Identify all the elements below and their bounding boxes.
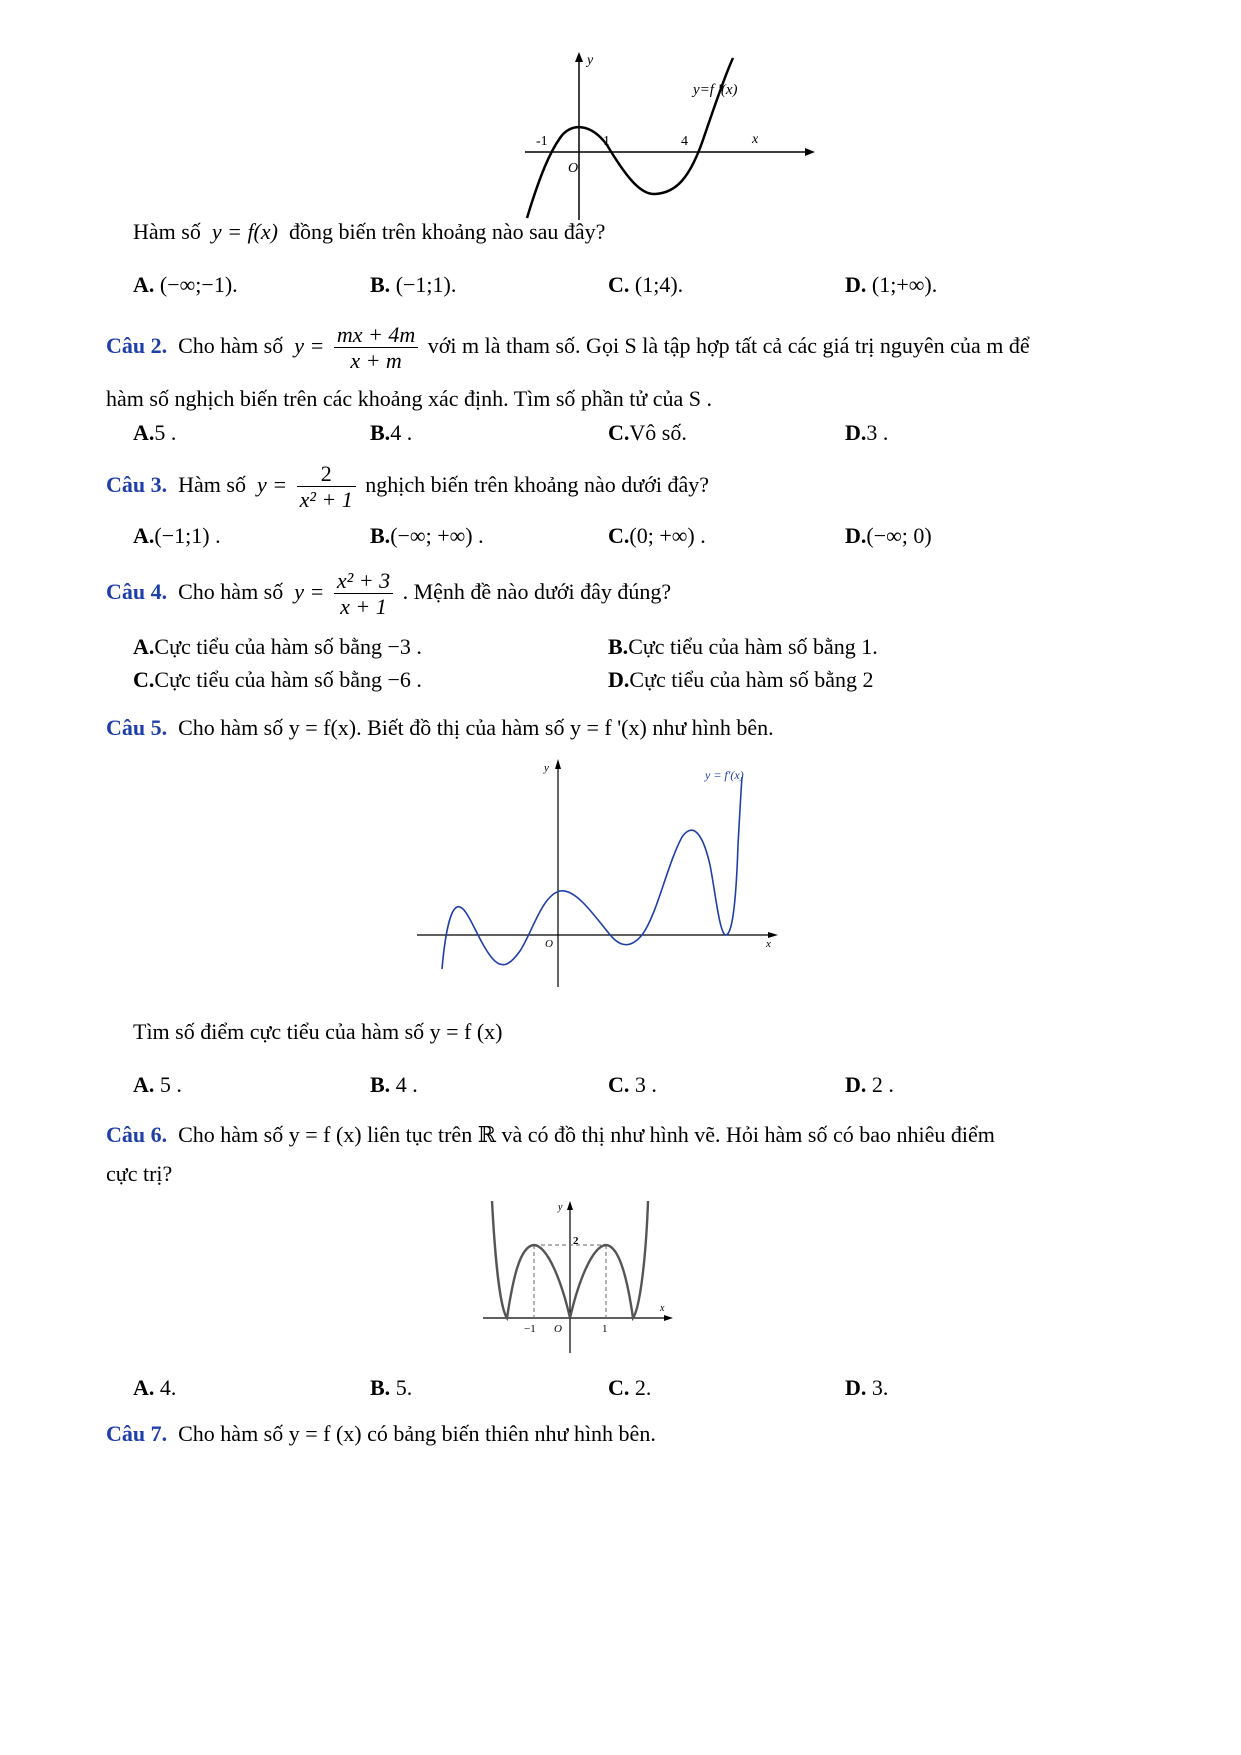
- q5-option-a[interactable]: A. 5 .: [133, 1072, 182, 1097]
- derivative-curve: [442, 777, 742, 969]
- q2-option-d[interactable]: D.3 .: [845, 420, 889, 445]
- y-axis-label: y: [558, 1202, 563, 1213]
- q5-option-b[interactable]: B. 4 .: [370, 1072, 418, 1097]
- q2-number: Câu 2.: [106, 332, 168, 358]
- q6-line2: cực trị?: [106, 1161, 173, 1186]
- y-axis-label: y: [544, 762, 549, 774]
- q7-stem: Câu 7. Cho hàm số y = f (x) có bảng biến thiên như hình bên.: [106, 1421, 656, 1446]
- x-axis-label: x: [752, 132, 759, 147]
- q1-option-c[interactable]: C. (1;4).: [608, 272, 684, 297]
- tick-2: 2: [573, 1235, 579, 1247]
- figure-derivative-graph-2: [412, 755, 782, 990]
- origin-label: O: [554, 1323, 562, 1335]
- q2-option-b[interactable]: B.4 .: [370, 420, 413, 445]
- origin-label: O: [568, 161, 579, 176]
- q3-option-c[interactable]: C.(0; +∞) .: [608, 523, 706, 548]
- q1-option-b[interactable]: B. (−1;1).: [370, 272, 457, 297]
- q1-option-d[interactable]: D. (1;+∞).: [845, 272, 938, 297]
- y-axis-arrow: [567, 1201, 573, 1210]
- figure-function-graph-q6: [480, 1198, 675, 1358]
- tick-neg1: −1: [524, 1323, 536, 1335]
- q6-option-b[interactable]: B. 5.: [370, 1375, 413, 1400]
- q4-fraction: $\frac{\text{x² + 3}}{x + 1}$: [334, 568, 393, 620]
- q2-option-c[interactable]: C.Vô số.: [608, 420, 687, 445]
- q5-number: Câu 5.: [106, 715, 168, 740]
- y-axis-label: y: [587, 53, 594, 68]
- q1-stem: Hàm số y = f(x) đồng biến trên khoảng nào sau đây?: [133, 219, 606, 244]
- tick-1: 1: [603, 134, 610, 149]
- y-axis-arrow: [575, 52, 583, 62]
- q5-stem: Câu 5. Cho hàm số y = f(x). Biết đồ thị của hàm số y = f '(x) như hình bên.: [106, 715, 774, 740]
- x-axis-arrow: [805, 148, 815, 156]
- y-axis-arrow: [555, 759, 561, 769]
- x-axis-label: x: [766, 938, 771, 950]
- q2-option-a[interactable]: A.5 .: [133, 420, 177, 445]
- tick-1: 1: [602, 1323, 608, 1335]
- q1-option-a[interactable]: A. (−∞;−1).: [133, 272, 238, 297]
- q3-option-a[interactable]: A.(−1;1) .: [133, 523, 221, 548]
- q2-line2: hàm số nghịch biến trên các khoảng xác định. Tìm số phần tử của S .: [106, 386, 712, 411]
- x-axis-arrow: [664, 1315, 673, 1321]
- tick-neg1: -1: [536, 134, 548, 149]
- q5-option-c[interactable]: C. 3 .: [608, 1072, 657, 1097]
- q4-option-c[interactable]: C.Cực tiểu của hàm số bằng −6 .: [133, 667, 422, 692]
- q4-stem: Câu 4. Cho hàm số y = $\frac{\text{x² + 3}}{x + 1}$ . Mệnh đề nào dưới đây đúng?: [106, 568, 672, 620]
- q5-option-d[interactable]: D. 2 .: [845, 1072, 894, 1097]
- origin-label: O: [545, 938, 553, 950]
- q2-fraction: $\frac{mx + 4m}{x + m}$: [334, 322, 418, 374]
- curve-label: y = f′(x): [705, 768, 744, 782]
- curve-label: y=f '(x): [693, 82, 738, 98]
- x-axis-label: x: [660, 1303, 665, 1314]
- q5-ask: Tìm số điểm cực tiểu của hàm số y = f (x): [133, 1019, 503, 1044]
- q6-option-c[interactable]: C. 2.: [608, 1375, 652, 1400]
- q6-number: Câu 6.: [106, 1122, 168, 1147]
- figure-derivative-graph-1: [515, 50, 815, 225]
- tick-4: 4: [681, 134, 688, 149]
- q4-option-d[interactable]: D.Cực tiểu của hàm số bằng 2: [608, 667, 874, 692]
- q3-fraction: $\frac{2}{\text{x² + 1}}$: [297, 461, 356, 513]
- q3-option-d[interactable]: D.(−∞; 0): [845, 523, 932, 548]
- q6-option-a[interactable]: A. 4.: [133, 1375, 177, 1400]
- q4-option-b[interactable]: B.Cực tiểu của hàm số bằng 1.: [608, 634, 878, 659]
- q3-stem: Câu 3. Hàm số y = $\frac{2}{\text{x² + 1}}$ nghịch biến trên khoảng nào dưới đây?: [106, 461, 709, 513]
- q6-stem: Câu 6. Cho hàm số y = f (x) liên tục trên ℝ và có đồ thị như hình vẽ. Hỏi hàm số có bao nhiêu điểm: [106, 1122, 995, 1147]
- q6-option-d[interactable]: D. 3.: [845, 1375, 889, 1400]
- q4-option-a[interactable]: A.Cực tiểu của hàm số bằng −3 .: [133, 634, 422, 659]
- q3-number: Câu 3.: [106, 471, 168, 497]
- q2-stem: Câu 2. Cho hàm số y = $\frac{mx + 4m}{x + m}$ với m là tham số. Gọi S là tập hợp tất cả các giá trị nguyên của m để: [106, 322, 1030, 374]
- q3-option-b[interactable]: B.(−∞; +∞) .: [370, 523, 484, 548]
- q7-number: Câu 7.: [106, 1421, 168, 1446]
- q4-number: Câu 4.: [106, 578, 168, 604]
